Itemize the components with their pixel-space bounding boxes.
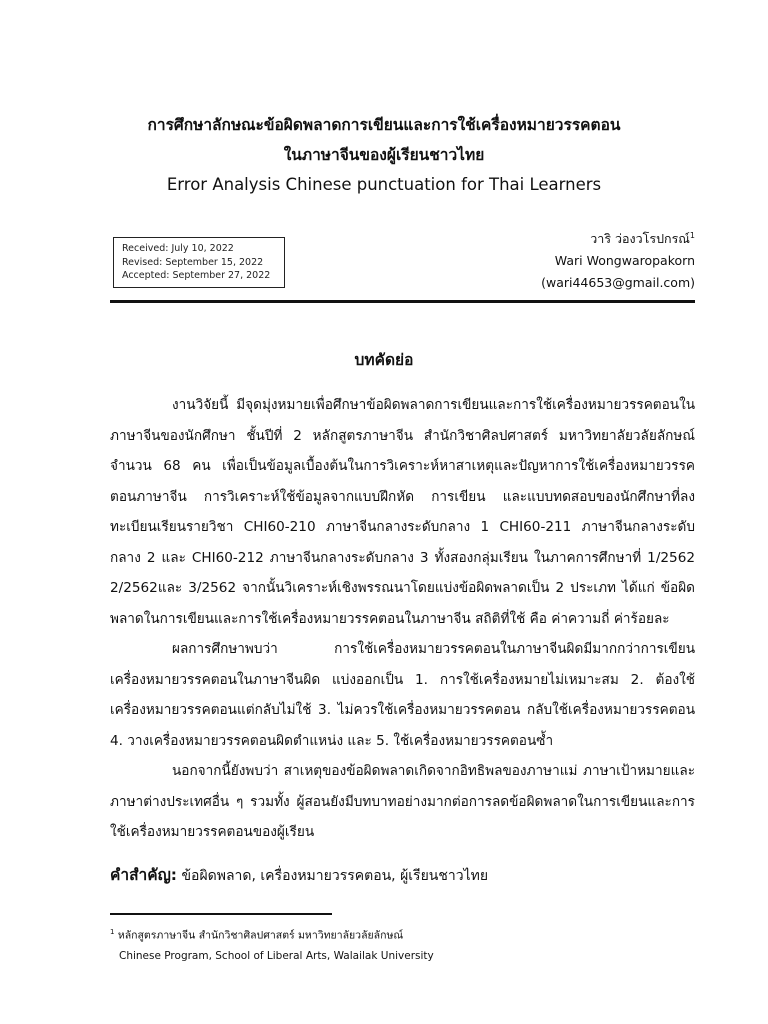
author-name-english: Wari Wongwaropakorn: [554, 253, 695, 269]
revised-date: Revised: September 15, 2022: [122, 256, 264, 268]
footnote-english: Chinese Program, School of Liberal Arts, Walailak University: [119, 949, 434, 962]
header-divider: [110, 300, 695, 303]
keywords-line: [110, 862, 695, 889]
abstract-heading: บทคัดย่อ: [354, 351, 414, 369]
abstract-paragraph: งานวิจัยนี้ มีจุดมุ่งหมายเพื่อศึกษาข้อผิดพลาดการเขียนและการใช้เครื่องหมายวรรคตอนในภาษาจีนของนักศึกษา ชั้นปีที่ 2 หลักสูตรภาษาจีน สำนักวิชาศิลปศาสตร์ มหาวิทยาลัยวลัยลักษณ์ จำนวน 68 คน เพื่อเป็นข้อมูลเบื้องต้นในการวิเคราะห์หาสาเหตุและปัญหาการใช้เครื่องหมายวรรคตอนภาษาจีน การวิเคราะห์ใช้ข้อมูลจากแบบฝึกหัด การเขียน และแบบทดสอบของนักศึกษาที่ลงทะเบียนเรียนรายวิชา CHI60-210 ภาษาจีนกลางระดับกลาง 1 CHI60-211 ภาษาจีนกลางระดับกลาง 2 และ CHI60-212 ภาษาจีนกลางระดับกลาง 3 ทั้งสองกลุ่มเรียน ในภาคการศึกษาที่ 1/2562 2/2562และ 3/2562 จากนั้นวิเคราะห์เชิงพรรณนาโดยแบ่งข้อผิดพลาดเป็น 2 ประเภท ได้แก่ ข้อผิดพลาดในการเขียนและการใช้เครื่องหมายวรรคตอนในภาษาจีน สถิติที่ใช้ คือ ค่าความถี่ ค่าร้อยละ: [110, 397, 695, 627]
footnote: [110, 922, 695, 966]
footnote-divider: [110, 913, 332, 915]
abstract-paragraph: ผลการศึกษาพบว่า การใช้เครื่องหมายวรรคตอนในภาษาจีนผิดมีมากกว่าการเขียนเครื่องหมายวรรคตอนในภาษาจีนผิด แบ่งออกเป็น 1. การใช้เครื่องหมายไม่เหมาะสม 2. ต้องใช้เครื่องหมายวรรคตอนแต่กลับไม่ใช้ 3. ไม่ควรใช้เครื่องหมายวรรคตอน กลับใช้เครื่องหมายวรรคตอน 4. วางเครื่องหมายวรรคตอนผิดตำแหน่ง และ 5. ใช้เครื่องหมายวรรคตอนซ้ำ: [110, 641, 695, 749]
abstract-paragraph: นอกจากนี้ยังพบว่า สาเหตุของข้อผิดพลาดเกิดจากอิทธิพลของภาษาแม่ ภาษาเป้าหมายและภาษาต่างประเทศอื่น ๆ รวมทั้ง ผู้สอนยังมีบทบาทอย่างมากต่อการลดข้อผิดพลาดในการเขียนและการใช้เครื่องหมายวรรคตอนของผู้เรียน: [110, 763, 695, 840]
author-name-thai: [541, 225, 695, 250]
footnote-mark: 1: [110, 928, 115, 936]
author-name-thai-text: วาริ ว่องวโรปกรณ์: [590, 231, 690, 247]
title-thai-line-2: ในภาษาจีนของผู้เรียนชาวไทย: [283, 146, 485, 164]
title-english: Error Analysis Chinese punctuation for Thai Learners: [166, 175, 602, 194]
author-email[interactable]: (wari44653@gmail.com): [541, 275, 695, 291]
footnote-thai-line: [110, 922, 695, 946]
abstract-body: [110, 390, 695, 848]
keywords-label: คำสำคัญ:: [110, 866, 178, 884]
received-date: Received: July 10, 2022: [122, 243, 234, 254]
accepted-date: Accepted: September 27, 2022: [122, 270, 271, 281]
title-thai-line-1: การศึกษาลักษณะข้อผิดพลาดการเขียนและการใช้เครื่องหมายวรรคตอน: [147, 116, 621, 134]
keywords-text: ข้อผิดพลาด, เครื่องหมายวรรคตอน, ผู้เรียนชาวไทย: [177, 868, 489, 884]
author-block: [541, 225, 695, 294]
author-footnote-mark: 1: [689, 231, 695, 240]
footnote-thai: หลักสูตรภาษาจีน สำนักวิชาศิลปศาสตร์ มหาวิทยาลัยวลัยลักษณ์: [117, 929, 404, 942]
submission-dates-box: [113, 237, 285, 288]
